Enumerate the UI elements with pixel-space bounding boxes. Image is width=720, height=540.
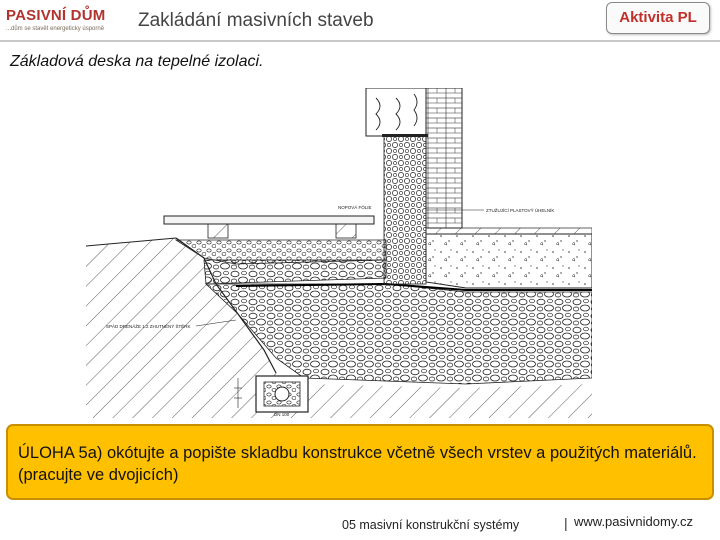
foil-label: NOPOVÁ FÓLIE <box>338 205 372 210</box>
foundation-detail-drawing <box>86 88 592 418</box>
footer-course: 05 masivní konstrukční systémy <box>342 518 520 532</box>
logo-sub-text: ...dům se stavět energeticky úsporně <box>6 26 105 32</box>
activity-button[interactable]: Aktivita PL <box>606 2 710 34</box>
footer-separator: | <box>564 515 568 531</box>
slide-subtitle: Základová deska na tepelné izolaci. <box>10 53 264 70</box>
task-box <box>6 424 714 500</box>
logo-main-text: PASIVNÍ DŮM <box>6 7 106 24</box>
header-divider <box>0 40 720 42</box>
page-title: Zakládání masivních staveb <box>138 10 374 31</box>
slope-label: SPÁD DRENÁŽE 1:2 ZHUTNĚNÝ ŠTĚRK <box>106 324 191 329</box>
task-text: ÚLOHA 5a) okótujte a popište skladbu konstrukce včetně všech vrstev a použitých materiálů. (pracujte ve dvojicích) <box>18 444 697 484</box>
footer-url-link[interactable]: www.pasivnidomy.cz <box>574 514 693 529</box>
header <box>0 0 720 44</box>
angle-label: ZTUŽUJÍCÍ PLASTOVÝ ÚHELNÍK <box>486 208 555 213</box>
pasivni-dum-logo[interactable] <box>6 7 124 37</box>
drain-label: DN 100 <box>274 412 290 417</box>
